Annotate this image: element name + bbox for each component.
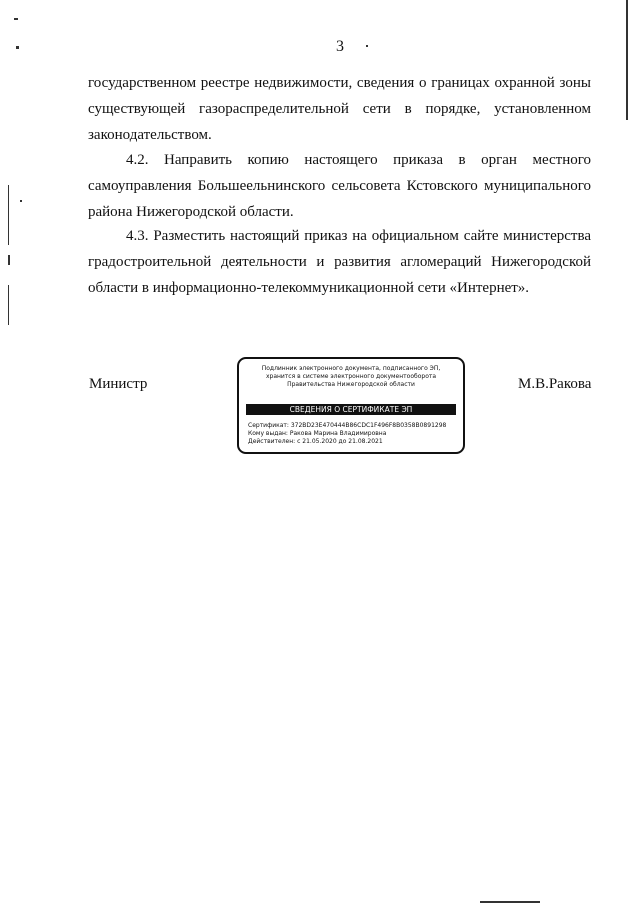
scan-mark (20, 200, 22, 202)
issued-to-row (248, 430, 457, 438)
scan-edge-line (626, 0, 628, 120)
paragraph-continuation: государственном реестре недвижимости, сведения о границах охранной зоны существующей газораспределительной сети в порядке, установленном законодательством. (88, 75, 591, 143)
scan-mark (8, 255, 10, 265)
stamp-header: СВЕДЕНИЯ О СЕРТИФИКАТЕ ЭП (246, 404, 456, 415)
page-number: 3 (336, 38, 344, 55)
certificate-row (248, 422, 457, 430)
validity-value: с 21.05.2020 до 21.08.2021 (297, 438, 383, 445)
scan-edge-line (8, 285, 9, 325)
scan-mark (14, 18, 18, 20)
paragraph-4-2: 4.2. Направить копию настоящего приказа в орган местного самоуправления Большеельнинского сельсовета Кстовского муниципального района Нижегородской области. (88, 152, 591, 220)
certificate-label: Сертификат: (248, 422, 289, 429)
issued-to-value: Ракова Марина Владимировна (289, 430, 387, 437)
stamp-note: Подлинник электронного документа, подписанного ЭП, хранится в системе электронного документооборота Правительства Нижегородской области (261, 365, 441, 388)
issued-to-label: Кому выдан: (248, 430, 288, 437)
validity-row (248, 438, 457, 446)
scan-mark (366, 45, 368, 47)
certificate-value: 372BD23E470444B86CDC1F496F8B0358B0891298 (290, 422, 447, 429)
scan-mark (480, 901, 540, 903)
electronic-signature-stamp (237, 357, 465, 454)
stamp-details (248, 422, 457, 446)
scan-mark (16, 46, 19, 49)
validity-label: Действителен: (248, 438, 296, 445)
signer-name: М.В.Ракова (518, 376, 592, 392)
paragraph-4-3: 4.3. Разместить настоящий приказ на официальном сайте министерства градостроительной деятельности и развития агломераций Нижегородской области в информационно-телекоммуникационной сети «Интернет». (88, 228, 591, 296)
scan-edge-line (8, 185, 9, 245)
signer-title: Министр (89, 376, 148, 392)
